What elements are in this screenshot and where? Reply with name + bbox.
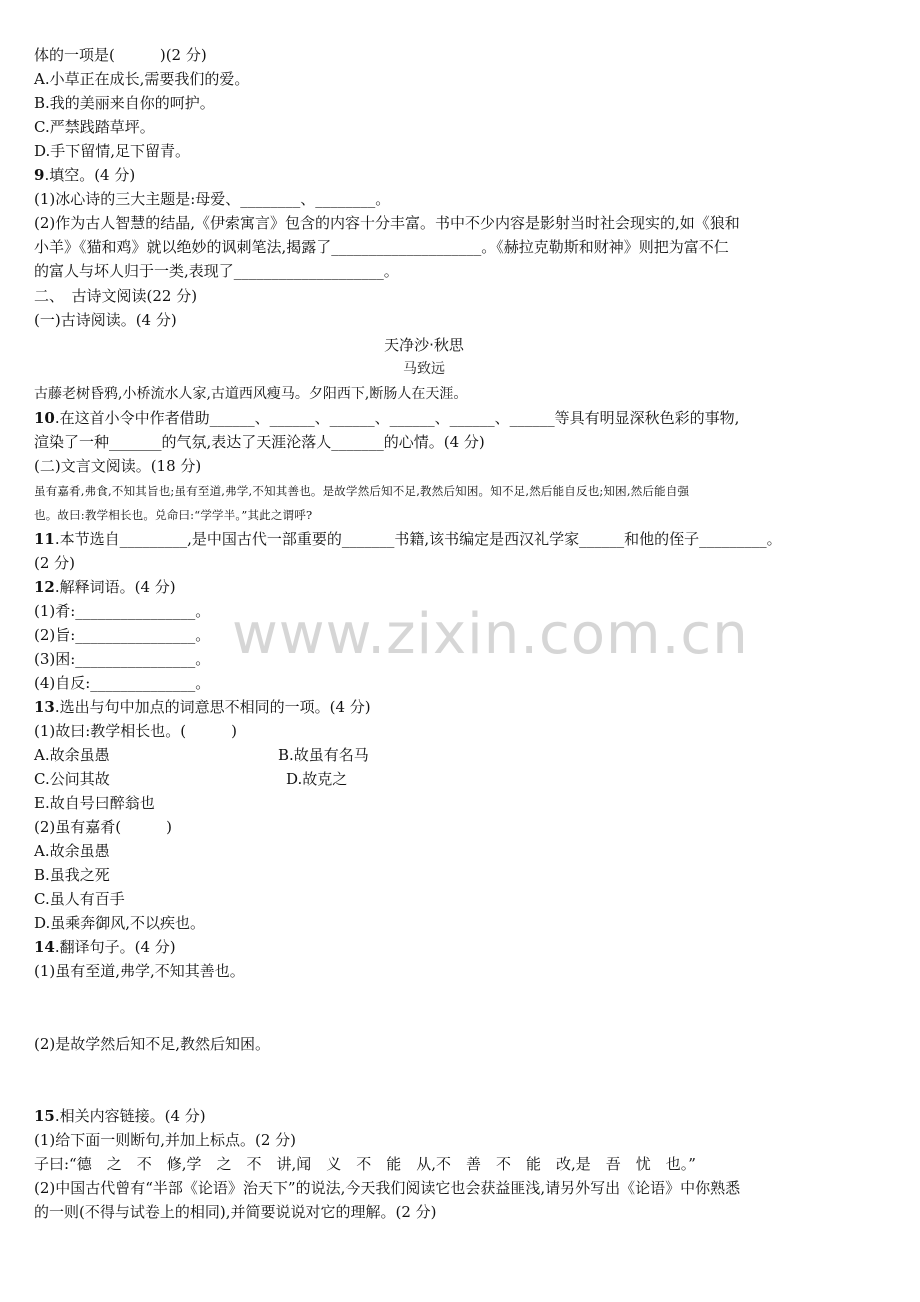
q15-item-1: (1)给下面一则断句,并加上标点。(2 分)	[34, 1131, 297, 1149]
q15-item-2-line-1: (2)中国古代曾有“半部《论语》治天下”的说法,今天我们阅读它也会获益匪浅,请另外写出《论语》中你熟悉	[34, 1179, 741, 1197]
poem-section-heading: (一)古诗阅读。(4 分)	[34, 311, 177, 329]
q14-title: .翻译句子。(4 分)	[54, 938, 176, 956]
poem-title: 天净沙·秋思	[384, 336, 464, 354]
q12-item-3: (3)困:________________。	[34, 650, 211, 668]
q9-heading	[34, 164, 135, 186]
q10-line-1	[34, 407, 739, 429]
q9-number: 9	[34, 166, 45, 184]
q10-text: .在这首小令中作者借助______、______、______、______、______、______等具有明显深秋色彩的事物,	[54, 409, 740, 427]
q13-part-1-option-e: E.故自号曰醉翁也	[34, 794, 155, 812]
q12-title: .解释词语。(4 分)	[54, 578, 176, 596]
classical-text-line-1: 虽有嘉肴,弗食,不知其旨也;虽有至道,弗学,不知其善也。是故学然后知不足,教然后知困。知不足,然后能自反也;知困,然后能自强	[34, 484, 690, 498]
q11-number: 11	[34, 530, 55, 548]
q13-part-2-option-c: C.虽人有百手	[34, 890, 125, 908]
section-2-heading: 二、 古诗文阅读(22 分)	[34, 287, 198, 305]
q11-text: .本节选自_________,是中国古代一部重要的_______书籍,该书编定是西汉礼学家______和他的侄子_________。	[54, 530, 782, 548]
q11-line-1	[34, 528, 782, 550]
q9-item-1: (1)冰心诗的三大主题是:母爱、________、________。	[34, 190, 391, 208]
q14-item-1: (1)虽有至道,弗学,不知其善也。	[34, 962, 245, 980]
q13-part-1-option-b: B.故虽有名马	[278, 746, 369, 764]
q15-heading	[34, 1105, 206, 1127]
q10-number: 10	[34, 409, 55, 427]
q12-number: 12	[34, 578, 55, 596]
q12-heading	[34, 576, 176, 598]
q13-number: 13	[34, 698, 55, 716]
q13-part-1-option-c: C.公问其故	[34, 770, 110, 788]
q13-part-2-stem: (2)虽有嘉肴( )	[34, 818, 172, 836]
q15-item-1-text: 子曰:“德 之 不 修,学 之 不 讲,闻 义 不 能 从,不 善 不 能 改,是 吾 忧 也。”	[34, 1155, 696, 1173]
q14-heading	[34, 936, 176, 958]
classical-text-line-2: 也。故曰:教学相长也。兑命曰:“学学半。”其此之谓呼?	[34, 508, 313, 522]
q12-item-1: (1)肴:________________。	[34, 602, 211, 620]
classical-section-heading: (二)文言文阅读。(18 分)	[34, 457, 202, 475]
q8-option-c: C.严禁践踏草坪。	[34, 118, 155, 136]
q13-title: .选出与句中加点的词意思不相同的一项。(4 分)	[54, 698, 371, 716]
q8-stem-end: 体的一项是( )(2 分)	[34, 46, 207, 64]
q13-part-1-stem: (1)故曰:教学相长也。( )	[34, 722, 238, 740]
q10-line-2: 渲染了一种_______的气氛,表达了天涯沦落人_______的心情。(4 分)	[34, 433, 485, 451]
q13-part-1-option-a: A.故余虽愚	[34, 746, 110, 764]
q9-item-2-line-1: (2)作为古人智慧的结晶,《伊索寓言》包含的内容十分丰富。书中不少内容是影射当时社会现实的,如《狼和	[34, 214, 740, 232]
q13-heading	[34, 696, 371, 718]
q9-title: .填空。(4 分)	[44, 166, 136, 184]
q14-number: 14	[34, 938, 55, 956]
q13-part-2-option-a: A.故余虽愚	[34, 842, 110, 860]
q12-item-4: (4)自反:______________。	[34, 674, 211, 692]
q8-option-d: D.手下留情,足下留青。	[34, 142, 191, 160]
q11-score: (2 分)	[34, 554, 76, 572]
poem-author: 马致远	[403, 361, 445, 377]
q12-item-2: (2)旨:________________。	[34, 626, 211, 644]
q13-part-2-option-d: D.虽乘奔御风,不以疾也。	[34, 914, 206, 932]
q8-option-b: B.我的美丽来自你的呵护。	[34, 94, 215, 112]
q15-number: 15	[34, 1107, 55, 1125]
site-watermark: www.zixin.com.cn	[232, 602, 749, 667]
q14-item-2: (2)是故学然后知不足,教然后知困。	[34, 1035, 271, 1053]
q8-option-a: A.小草正在成长,需要我们的爱。	[34, 70, 250, 88]
q9-item-2-line-3: 的富人与坏人归于一类,表现了____________________。	[34, 262, 399, 280]
q13-part-2-option-b: B.虽我之死	[34, 866, 110, 884]
q13-part-1-option-d: D.故克之	[286, 770, 348, 788]
q15-title: .相关内容链接。(4 分)	[54, 1107, 206, 1125]
q15-item-2-line-2: 的一则(不得与试卷上的相同),并简要说说对它的理解。(2 分)	[34, 1203, 437, 1221]
poem-text: 古藤老树昏鸦,小桥流水人家,古道西风瘦马。夕阳西下,断肠人在天涯。	[34, 386, 468, 402]
q9-item-2-line-2: 小羊》《猫和鸡》就以绝妙的讽刺笔法,揭露了____________________。《赫拉克勒斯和财神》则把为富不仁	[34, 238, 729, 256]
